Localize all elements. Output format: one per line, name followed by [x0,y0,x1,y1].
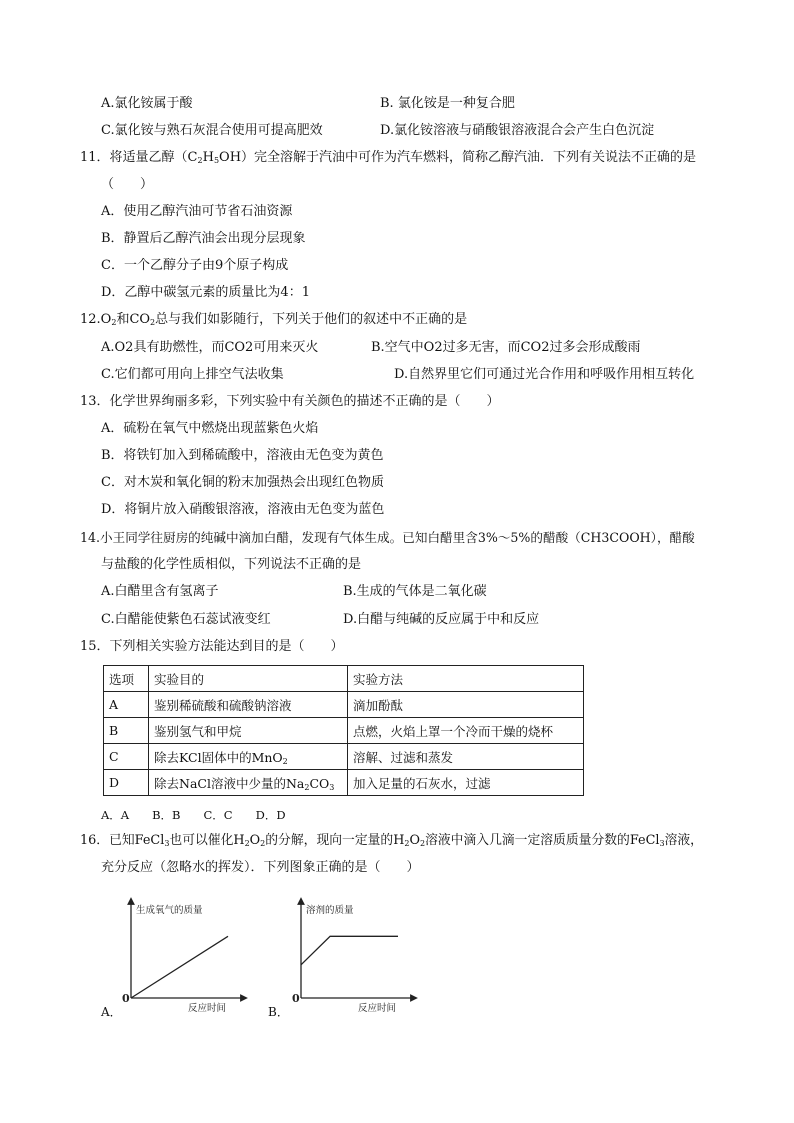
origin-label: 0 [292,992,300,1005]
q12-option-d: D.自然界里它们可通过光合作用和呼吸作用相互转化 [394,367,695,382]
q15-choices: A．A B．B C．C D．D [101,808,286,822]
table-cell-option: C [104,744,149,770]
table-row [104,718,584,744]
q12-option-a: A.O2具有助燃性，而CO2可用来灭火 [101,340,319,355]
table-row [104,692,584,718]
q14-option-c: C.白醋能使紫色石蕊试液变红 [101,612,271,627]
q14-option-d: D.白醋与纯碱的反应属于中和反应 [343,612,540,627]
q16-stem-line1: 16．已知FeCl$_3$也可以催化$H_2O_2$的分解，现向一定量的$H_2O_2$溶液中滴入几滴一定溶质质量分数的FeCl$_3$溶液， [80,833,703,848]
q12-option-c: C.它们都可用向上排空气法收集 [101,367,284,382]
q13-option-b: B．将铁钉加入到稀硫酸中，溶液由无色变为黄色 [101,448,384,463]
chart-a [98,895,248,1020]
table-row [104,744,584,770]
q13-option-d: D．将铜片放入硝酸银溶液，溶液由无色变为蓝色 [101,502,385,517]
table-cell-option: A [104,692,149,718]
q16-stem-line2: 充分反应（忽略水的挥发）．下列图象正确的是（ ） [101,860,420,875]
q12-stem: $12.O_2$和$CO_2$总与我们如影随行，下列关于他们的叙述中不正确的是 [80,312,468,327]
table-row [104,770,584,796]
table-header-cell: 实验目的 [149,666,348,692]
series-line-a [131,936,228,998]
x-axis-label: 反应时间 [188,1003,227,1014]
table-header-cell: 实验方法 [348,666,584,692]
series-line-b [301,936,398,965]
chart-a-label: A． [101,1005,122,1019]
table-cell-method: 加入足量的石灰水，过滤 [348,770,584,796]
q11-option-b: B．静置后乙醇汽油会出现分层现象 [101,231,306,246]
table-cell-option: B [104,718,149,744]
table-cell-goal: 鉴别氢气和甲烷 [149,718,348,744]
q14-option-b: B.生成的气体是二氧化碳 [343,584,487,599]
table-cell-method: 滴加酚酞 [348,692,584,718]
table-cell-goal: 除去KCl固体中的MnO$_2$ [149,744,348,770]
q11-answer-paren: （ ） [101,177,154,192]
origin-label: 0 [122,992,130,1005]
q14-option-a: A.白醋里含有氢离子 [101,584,219,599]
q15-table [103,665,584,796]
q13-option-a: A．硫粉在氧气中燃烧出现蓝紫色火焰 [101,421,319,436]
table-cell-option: D [104,770,149,796]
q13-option-c: C．对木炭和氧化铜的粉末加强热会出现红色物质 [101,475,384,490]
y-axis-label: 溶剂的质量 [306,905,354,916]
chart-b-svg [268,895,418,1020]
table-cell-goal: 鉴别稀硫酸和硫酸钠溶液 [149,692,348,718]
q14-stem-line1: 14.小王同学往厨房的纯碱中滴加白醋，发现有气体生成。已知白醋里含3%～5%的醋酸（CH3COOH），醋酸 [80,530,695,545]
q15-stem: 15．下列相关实验方法能达到目的是（ ） [80,639,344,654]
table-cell-method: 溶解、过滤和蒸发 [348,744,584,770]
q10-option-d: D.氯化铵溶液与硝酸银溶液混合会产生白色沉淀 [380,123,655,138]
table-header-row [104,666,584,692]
chart-b-label: B． [268,1005,289,1019]
q10-option-b: B. 氯化铵是一种复合肥 [380,96,515,111]
table-cell-goal: 除去NaCl溶液中少量的$Na_2CO_3$ [149,770,348,796]
q12-option-b: B.空气中O2过多无害，而CO2过多会形成酸雨 [371,340,641,355]
q14-stem-line2: 与盐酸的化学性质相似，下列说法不正确的是 [101,557,362,572]
y-axis-label: 生成氧气的质量 [136,905,203,916]
chart-a-svg [98,895,248,1020]
q11-option-c: C．一个乙醇分子由9个原子构成 [101,258,289,273]
q11-option-a: A．使用乙醇汽油可节省石油资源 [101,204,293,219]
q10-option-c: C.氯化铵与熟石灰混合使用可提高肥效 [101,123,323,138]
table-header-cell: 选项 [104,666,149,692]
q13-stem: 13．化学世界绚丽多彩，下列实验中有关颜色的描述不正确的是（ ） [80,394,500,409]
q11-option-d: D．乙醇中碳氢元素的质量比为4：1 [101,285,310,300]
q11-stem: 11．将适量乙醇$(C_2H_5OH)$完全溶解于汽油中可作为汽车燃料，简称乙醇汽油．下列有关说法不正确的是 [80,150,697,165]
table-cell-method: 点燃，火焰上罩一个冷而干燥的烧杯 [348,718,584,744]
x-axis-label: 反应时间 [358,1003,397,1014]
chart-b [268,895,418,1020]
q10-option-a: A.氯化铵属于酸 [101,96,193,111]
